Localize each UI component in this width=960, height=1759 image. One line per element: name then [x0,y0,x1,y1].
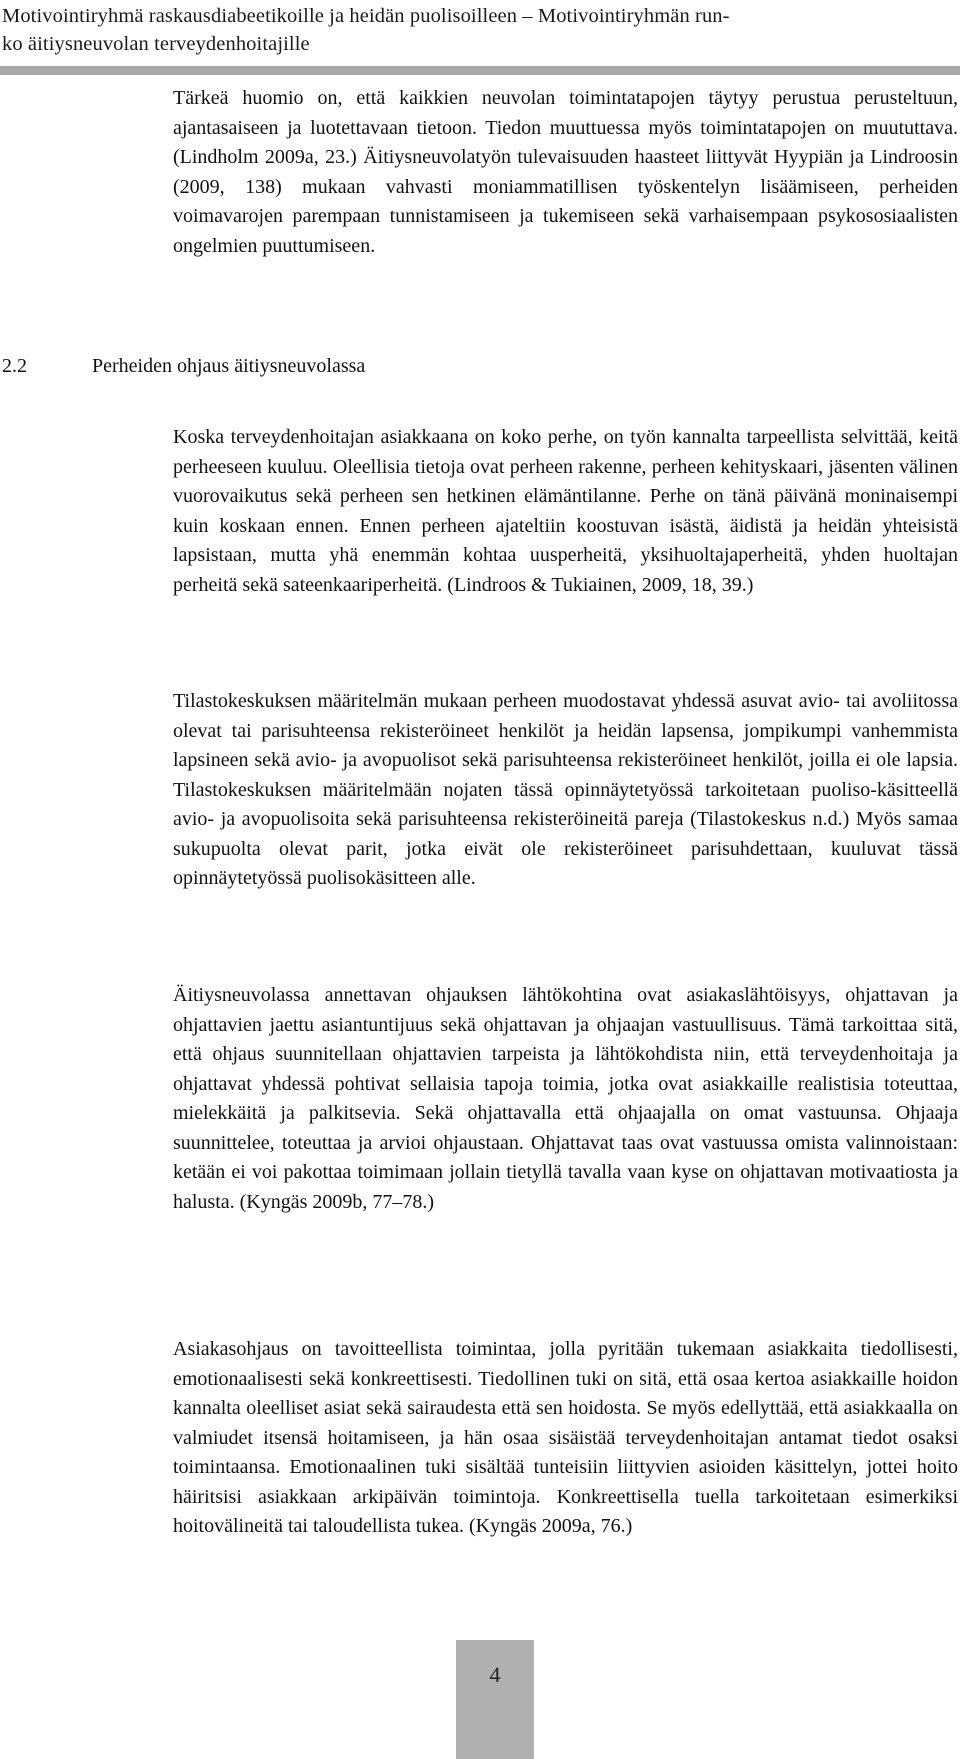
body-paragraph-1: Koska terveydenhoitajan asiakkaana on koko perhe, on työn kannalta tarpeellista selvittää, keitä perheeseen kuuluu. Oleellisia tietoja ovat perheen rakenne, perheen kehityskaari, jäsenten välinen vuorovaikutus sekä perheen sen hetkinen elämäntilanne. Perhe on tänä päivänä moninaisempi kuin koskaan ennen. Ennen perheen ajateltiin koostuvan isästä, äidistä ja heidän yhteisistä lapsistaan, mutta yhä enemmän kohtaa uusperheitä, yksihuoltajaperheitä, yhden huoltajan perheitä sekä sateenkaariperheitä. (Lindroos & Tukiainen, 2009, 18, 39.) [173,426,958,596]
running-header-line-2: ko äitiysneuvolan terveydenhoitajille [2,33,310,55]
body-paragraph-3: Äitiysneuvolassa annettavan ohjauksen lähtökohtina ovat asiakaslähtöisyys, ohjattavan ja ohjattavien jaettu asiantuntijuus sekä ohjattavan ja ohjaajan vastuullisuus. Tämä tarkoittaa sitä, että ohjaus suunnitellaan ohjattavien tarpeista ja lähtökohdista niin, että terveydenhoitaja ja ohjattavat yhdessä pohtivat sellaisia tapoja toimia, jotka ovat asiakkaille realistisia toteuttaa, mielekkäitä ja palkitsevia. Sekä ohjattavalla että ohjaajalla on omat vastuunsa. Ohjaaja suunnittelee, toteuttaa ja arvioi ohjaustaan. Ohjattavat taas ovat vastuussa omista valinnoistaan: ketään ei voi pakottaa toimimaan jollain tietyllä tavalla vaan kyse on ohjattavan motivaatiosta ja halusta. (Kyngäs 2009b, 77–78.) [173,984,958,1213]
section-number: 2.2 [2,355,27,377]
body-paragraph-2: Tilastokeskuksen määritelmän mukaan perheen muodostavat yhdessä asuvat avio- tai avoliitossa olevat tai parisuhteensa rekisteröineet henkilöt ja heidän lapsensa, jompikumpi vanhemmista lapsineen sekä avio- ja avopuolisot sekä parisuhteensa rekisteröineet henkilöt, joilla ei ole lapsia. Tilastokeskuksen määritelmään nojaten tässä opinnäytetyössä tarkoitetaan puoliso-käsitteellä avio- ja avopuolisoita sekä parisuhteensa rekisteröineitä pareja (Tilastokeskus n.d.) Myös samaa sukupuolta olevat parit, jotka eivät ole rekisteröineet parisuhdettaan, kuuluvat tässä opinnäytetyössä puolisokäsitteen alle. [173,690,958,889]
section-title: Perheiden ohjaus äitiysneuvolassa [92,355,366,377]
running-header-line-1: Motivointiryhmä raskausdiabeetikoille ja heidän puolisoilleen – Motivointiryhmän run- [2,5,730,27]
page-number: 4 [489,1662,501,1687]
body-paragraph-4: Asiakasohjaus on tavoitteellista toimintaa, jolla pyritään tukemaan asiakkaita tiedollisesti, emotionaalisesti sekä konkreettisesti. Tiedollinen tuki on sitä, että osaa kertoa asiakkaille hoidon kannalta oleelliset asiat sekä sairaudesta että sen hoidosta. Se myös edellyttää, että asiakkaalla on valmiudet itsensä hoitamiseen, ja hän osaa sisäistää terveydenhoitajan antamat tiedot osaksi toimintaansa. Emotionaalinen tuki sisältää tunteisiin liittyvien asioiden käsittelyn, jottei hoito häiritsisi asiakkaan arkipäivän toimintoja. Konkreettisella tuella tarkoitetaan esimerkiksi hoitovälineitä tai taloudellista tukea. (Kyngäs 2009a, 76.) [173,1338,958,1537]
section-heading [2,352,902,380]
header-rule [0,66,960,75]
page-number-box [456,1640,534,1759]
intro-paragraph: Tärkeä huomio on, että kaikkien neuvolan toimintatapojen täytyy perustua perusteltuun, ajantasaiseen ja luotettavaan tietoon. Tiedon muuttuessa myös toimintatapojen on muututtava. (Lindholm 2009a, 23.) Äitiysneuvolatyön tulevaisuuden haasteet liittyvät Hyypiän ja Lindroosin (2009, 138) mukaan vahvasti moniammatillisen työskentelyn lisäämiseen, perheiden voimavarojen parempaan tunnistamiseen ja tukemiseen sekä varhaisempaan psykososiaalisten ongelmien puuttumiseen. [173,87,958,257]
